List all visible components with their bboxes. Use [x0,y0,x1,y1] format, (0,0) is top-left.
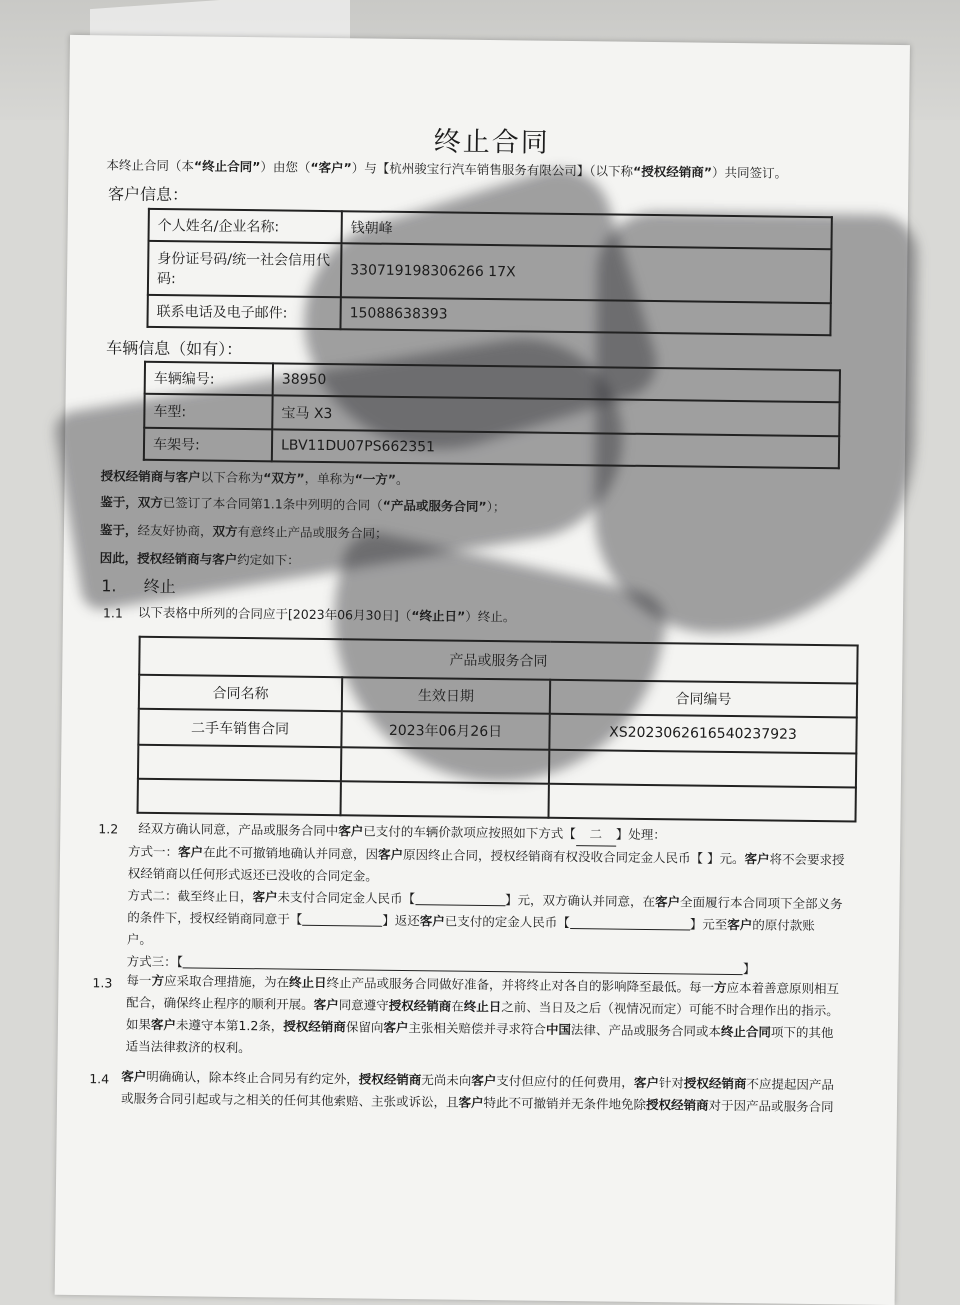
parties-definition: 授权经销商与客户以下合称为“双方”，单称为“一方”。 [100,468,409,488]
vehicle-model-value: 宝马 X3 [272,395,839,436]
row-3-name [138,779,341,815]
clause-1-1-text: 以下表格中所列的合同应于[2023年06月30日]（“终止日”）终止。 [137,604,516,625]
vehicle-number-label: 车辆编号: [145,362,273,396]
contract-paper [55,35,910,1305]
clause-1-2-number: 1.2 [98,821,119,837]
whereas-1: 鉴于，双方已签订了本合同第1.1条中列明的合同（“产品或服务合同”）； [100,494,506,515]
method-choice: 二 [576,823,616,846]
row-3-date [341,781,549,818]
row-1-date: 2023年06月26日 [341,711,549,750]
contact-value: 15088638393 [340,297,830,335]
clause-1-3-text: 每一方应采取合理措施，为在终止日终止产品或服务合同做好准备，并将终止对各自的影响降至最低。每一方应本着善意原则相互 配合，确保终止程序的顺利开展。客户同意遵守授权经销商在终止日之前、当日及之后（视情况而定）可能不时合理作出的指示。 如果客户未遵守本第1.2条，授权经销商保留向客户主张相关赔偿并寻求符合中国法律、产品或服务合同或本终止合同项下的其他 适当法律救济的权利。 [125,972,840,1056]
header-contract-name: 合同名称 [139,675,342,711]
row-1-number: XS2023062616540237923 [549,714,856,754]
row-1-name: 二手车销售合同 [138,709,341,747]
id-label: 身份证号码/统一社会信用代码: [148,241,342,297]
vehicle-model-label: 车型: [144,394,272,430]
clause-1-3-number: 1.3 [92,975,113,991]
clause-1-1-number: 1.1 [102,605,123,621]
customer-info-table [146,208,832,336]
customer-section-label: 客户信息： [107,184,189,205]
header-effective-date: 生效日期 [342,677,550,714]
document-title: 终止合同 [433,126,550,159]
id-value: 330719198306266 17X [341,243,832,303]
vin-label: 车架号: [144,428,272,462]
intro-paragraph: 本终止合同（本“终止合同”）由您（“客户”）与【杭州骏宝行汽车销售服务有限公司】（以下称“授权经销商”）共同签订。 [106,157,788,181]
therefore-clause: 因此，授权经销商与客户约定如下： [99,550,300,568]
whereas-2: 鉴于，经友好协商，双方有意终止产品或服务合同； [99,522,388,541]
row-2-date [341,747,549,784]
contract-table [137,636,859,823]
row-2-number [549,750,856,788]
vin-value: LBV11DU07PS662351 [272,429,839,468]
vehicle-number-value: 38950 [273,363,840,402]
row-2-name [138,745,341,781]
name-value: 钱朝峰 [342,211,832,249]
clause-1-2-text: 经双方确认同意，产品或服务合同中客户已支付的车辆价款项应按照如下方式【 二 】处理： 方式一：客户在此不可撤销地确认并同意，因客户原因终止合同，授权经销商有权没收合同定金人民币【 】元。客户将不会要求授 权经销商以任何形式返还已没收的合同定金。 方式二：截至终止日，客户未支付合同定金人民币【 】元，双方确认并同意，在客户全面履行本合同项下全部义务 的条件下，授权经销商同意于【 】返还客户已支付的定金人民币【 】元至客户的原付款账 户。 方式三：【 】 [126,820,845,977]
clause-1-4-number: 1.4 [89,1071,110,1087]
row-3-number [549,784,856,822]
vehicle-info-table [143,361,841,470]
vehicle-section-label: 车辆信息（如有）： [106,338,243,359]
section-1-heading: 1. 终止 [101,576,176,597]
name-label: 个人姓名/企业名称: [149,209,342,243]
contract-table-caption: 产品或服务合同 [139,637,857,684]
header-contract-number: 合同编号 [550,680,857,718]
contact-label: 联系电话及电子邮件: [147,295,340,329]
clause-1-4-text: 客户明确确认，除本终止合同另有约定外，授权经销商无尚未向客户支付但应付的任何费用，客户针对授权经销商不应提起因产品 或服务合同引起或与之相关的任何其他索赔、主张或诉讼，且客户特此不可撤销并无条件地免除授权经销商对于因产品或服务合同 [120,1068,835,1115]
